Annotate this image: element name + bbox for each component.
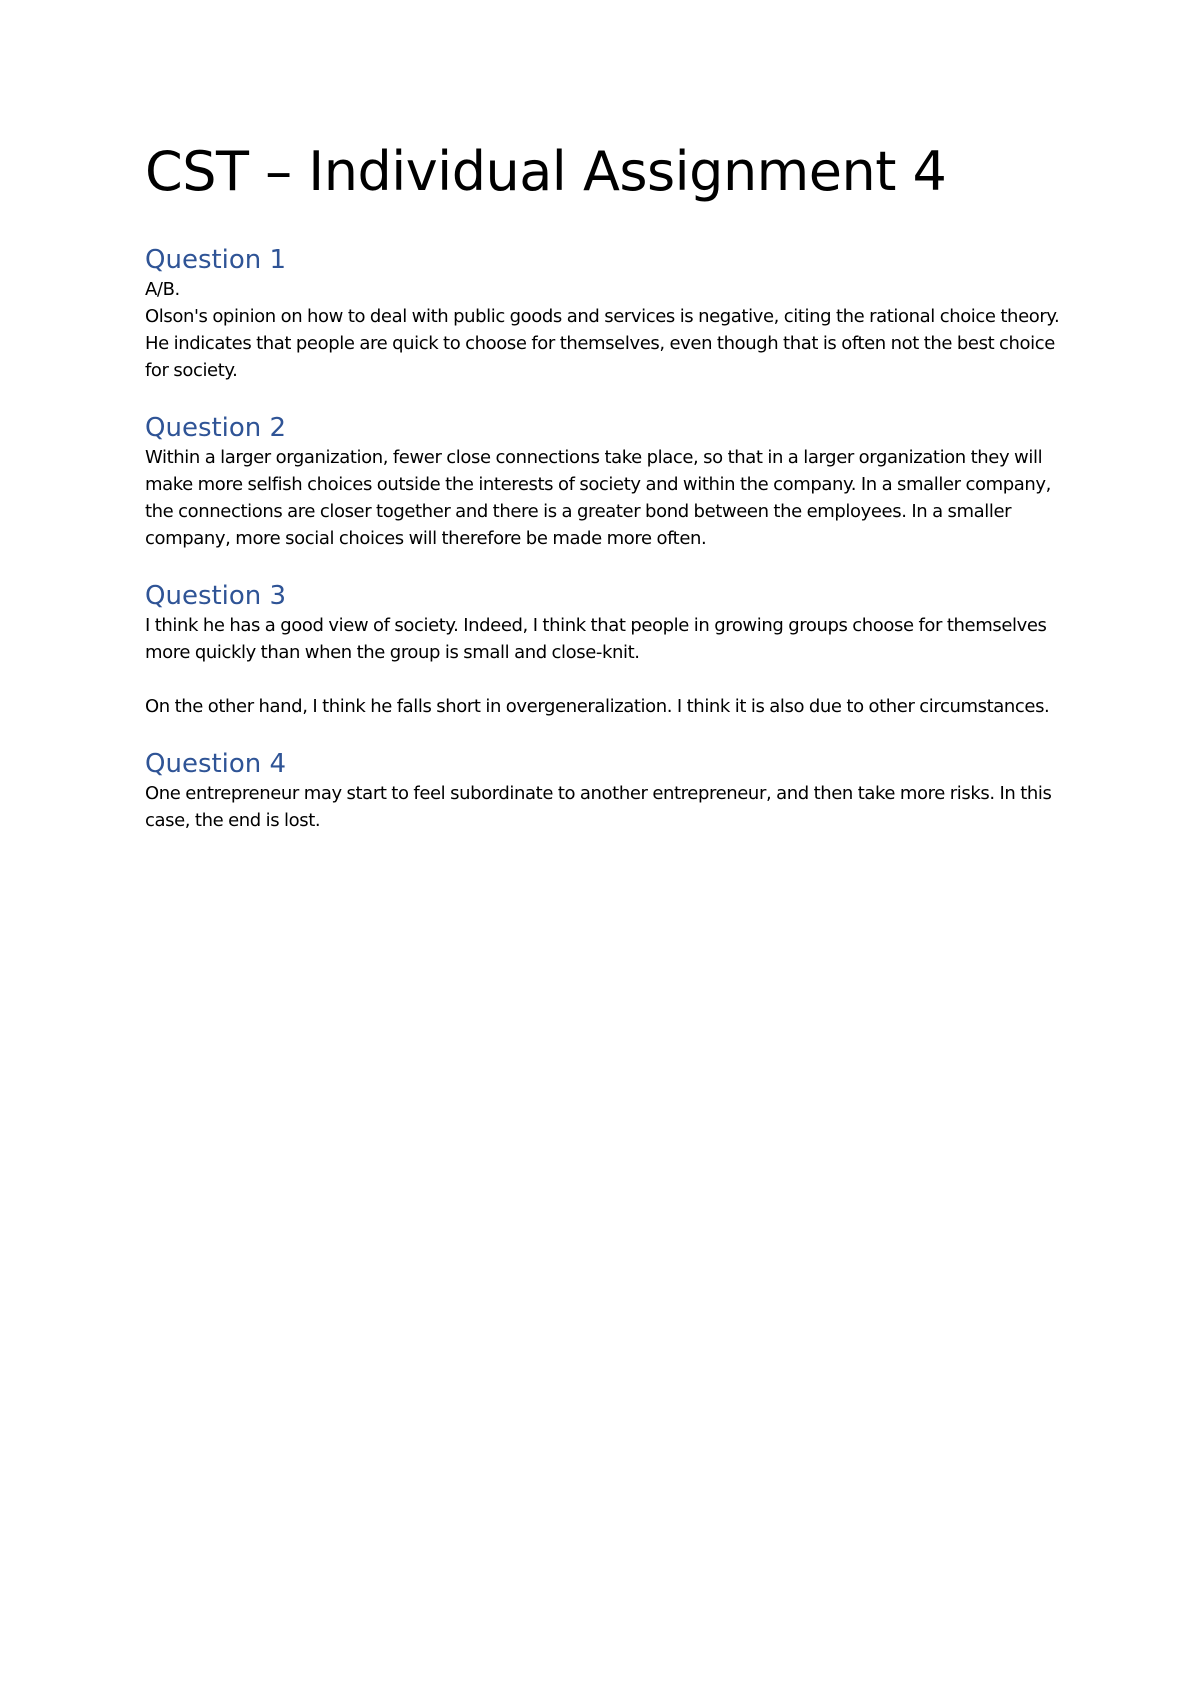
document-title: CST – Individual Assignment 4 — [145, 140, 947, 203]
question-1-section — [145, 244, 1075, 384]
question-1-answer-text: Olson's opinion on how to deal with public goods and services is negative, citing the rational choice theory. He indicates that people are quick to choose for themselves, even though that is often not the best choice for society. — [145, 306, 1060, 381]
question-4-section — [145, 748, 1075, 834]
question-3-answer-text: I think he has a good view of society. Indeed, I think that people in growing groups choose for themselves more quickly than when the group is small and close-knit. — [145, 615, 1047, 663]
question-2-heading: Question 2 — [145, 413, 287, 443]
question-4-heading: Question 4 — [145, 749, 287, 779]
question-3-heading: Question 3 — [145, 581, 287, 611]
question-3-section — [145, 580, 1075, 720]
question-4-answer-text: One entrepreneur may start to feel subordinate to another entrepreneur, and then take more risks. In this case, the end is lost. — [145, 783, 1052, 831]
question-2-answer-text: Within a larger organization, fewer close connections take place, so that in a larger organization they will make more selfish choices outside the interests of society and within the company. In a smaller company, the connections are closer together and there is a greater bond between the employees. In a smaller company, more social choices will therefore be made more often. — [145, 447, 1051, 549]
question-1-heading: Question 1 — [145, 245, 287, 275]
question-2-section — [145, 412, 1075, 552]
document-page — [145, 140, 1075, 862]
question-3-answer-text-2: On the other hand, I think he falls short in overgeneralization. I think it is also due to other circumstances. — [145, 696, 1050, 717]
question-1-answer-label: A/B. — [145, 279, 180, 300]
